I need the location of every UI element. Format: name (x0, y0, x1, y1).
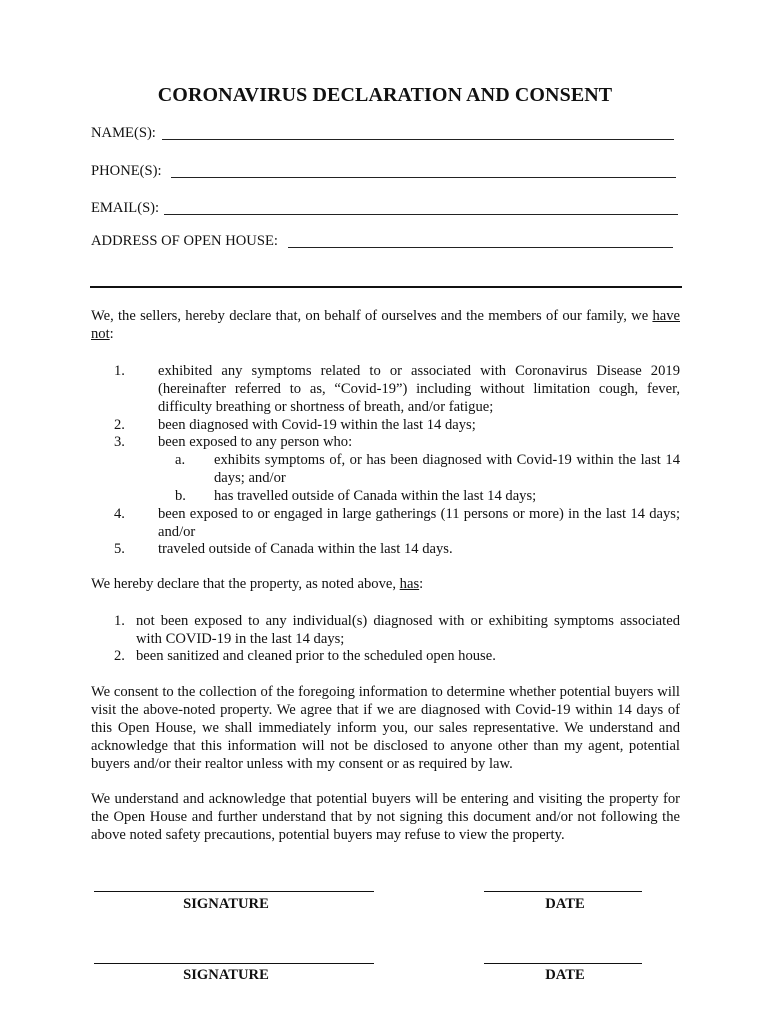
section-divider (90, 286, 682, 288)
list1-item: traveled outside of Canada within the last 14 days. (158, 541, 453, 557)
property-text: We hereby declare that the property, as noted above, (91, 576, 400, 592)
phones-field[interactable] (171, 177, 676, 178)
sublist-letter: b. (175, 488, 186, 504)
list2-item: been sanitized and cleaned prior to the scheduled open house. (136, 648, 496, 664)
list1-number: 4. (114, 506, 125, 522)
names-field[interactable] (162, 139, 674, 140)
intro-emphasis: have not (91, 308, 680, 342)
property-tail: : (419, 576, 424, 592)
list1-number: 2. (114, 417, 125, 433)
date-line[interactable] (484, 963, 642, 964)
names-label: NAME(S): (91, 125, 156, 141)
property-declaration (91, 575, 680, 593)
signature-label: SIGNATURE (183, 967, 269, 983)
address-label: ADDRESS OF OPEN HOUSE: (91, 233, 278, 249)
list1-item: been exposed to any person who: (158, 434, 353, 450)
list2-number: 1. (114, 613, 125, 629)
intro-text: We, the sellers, hereby declare that, on behalf of ourselves and the members of our family, we (91, 308, 653, 324)
acknowledge-paragraph: We understand and acknowledge that potential buyers will be entering and visiting the property for the Open House and further understand that by not signing this document and/or not following the above noted safety precautions, potential buyers may refuse to view the property. (91, 791, 680, 843)
sublist-item: exhibits symptoms of, or has been diagnosed with Covid-19 within the last 14 days; and/or (214, 452, 680, 486)
consent-paragraph: We consent to the collection of the foregoing information to determine whether potential buyers will visit the above-noted property. We agree that if we are diagnosed with Covid-19 within 14 days of this Open House, we shall immediately inform you, our sales representative. We understand and acknowledge that this information will not be disclosed to anyone other than my agent, potential buyers and/or their realtor unless with my consent or as required by law. (91, 684, 680, 772)
address-field[interactable] (288, 247, 673, 248)
phones-label: PHONE(S): (91, 163, 162, 179)
list1-item: exhibited any symptoms related to or associated with Coronavirus Disease 2019 (hereinafter referred to as, “Covid-19”) including without limitation cough, fever, difficulty breathing or shortness of breath, and/or fatigue; (158, 363, 680, 415)
date-label: DATE (545, 967, 585, 983)
signature-label: SIGNATURE (183, 896, 269, 912)
list1-number: 1. (114, 363, 125, 379)
list1-number: 5. (114, 541, 125, 557)
page-title: CORONAVIRUS DECLARATION AND CONSENT (157, 84, 613, 106)
intro-paragraph (91, 307, 680, 343)
sublist-letter: a. (175, 452, 186, 468)
list2-item: not been exposed to any individual(s) diagnosed with or exhibiting symptoms associated with COVID-19 in the last 14 days; (136, 613, 680, 647)
list1-item: been exposed to or engaged in large gatherings (11 persons or more) in the last 14 days; and/or (158, 506, 680, 540)
date-label: DATE (545, 896, 585, 912)
list2-number: 2. (114, 648, 125, 664)
signature-line[interactable] (94, 963, 374, 964)
date-line[interactable] (484, 891, 642, 892)
signature-line[interactable] (94, 891, 374, 892)
property-emphasis: has (399, 576, 420, 592)
list1-item: been diagnosed with Covid-19 within the last 14 days; (158, 417, 476, 433)
sublist-item: has travelled outside of Canada within the last 14 days; (214, 488, 537, 504)
intro-tail: : (109, 326, 114, 342)
emails-label: EMAIL(S): (91, 200, 160, 216)
list1-number: 3. (114, 434, 125, 450)
emails-field[interactable] (164, 214, 678, 215)
